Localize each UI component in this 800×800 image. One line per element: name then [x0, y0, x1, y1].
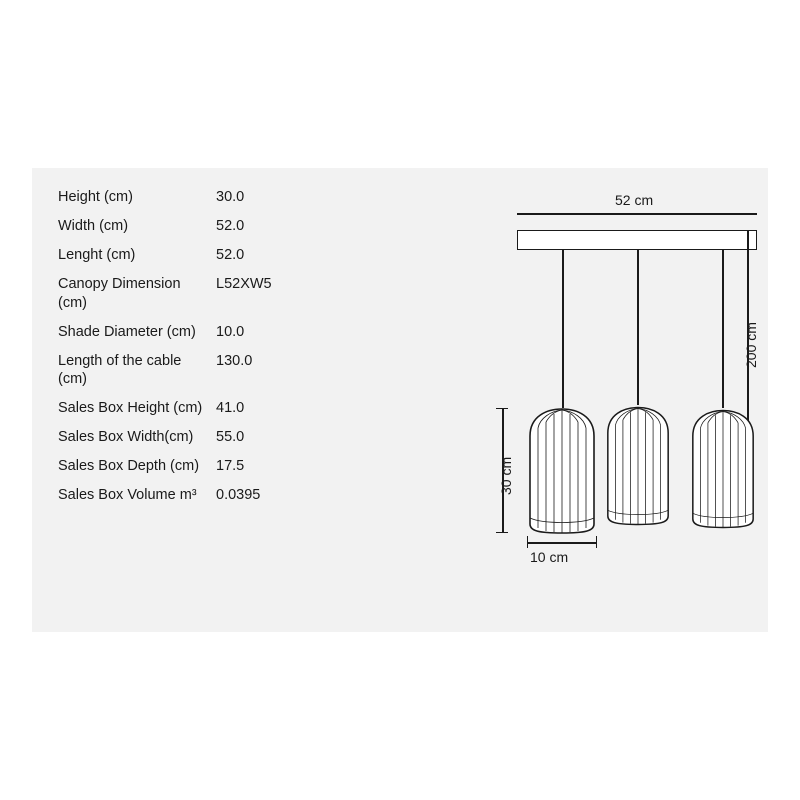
shade-width-dimension-line	[527, 542, 597, 544]
table-row	[58, 486, 358, 504]
table-row	[58, 352, 358, 388]
table-row	[58, 217, 358, 235]
spec-value: 41.0	[216, 400, 245, 416]
spec-label: Shade Diameter (cm)	[58, 323, 196, 340]
shade-outline-center	[605, 403, 671, 529]
pendant-cord-left	[562, 250, 564, 408]
total-height-dimension-label: 200 cm	[743, 322, 759, 368]
shade-height-tick-bottom	[496, 532, 508, 533]
spec-value: 52.0	[216, 247, 245, 264]
spec-value: L52XW5	[216, 276, 272, 293]
table-row	[58, 188, 358, 206]
spec-label: Sales Box Depth (cm)	[58, 458, 200, 475]
specification-table	[58, 188, 358, 516]
spec-value: 30.0	[216, 189, 245, 205]
shade-height-dimension-label: 30 cm	[498, 456, 514, 495]
spec-value: 52.0	[216, 218, 245, 235]
table-row	[58, 428, 358, 446]
canopy-bar	[517, 230, 757, 250]
spec-label: Canopy Dimension (cm)	[58, 276, 181, 311]
technical-drawing	[442, 168, 768, 632]
spec-label: Sales Box Height (cm)	[58, 400, 203, 416]
spec-value: 130.0	[216, 352, 253, 369]
spec-label: Width (cm)	[58, 218, 129, 235]
table-row	[58, 275, 358, 311]
pendant-shade-center	[605, 403, 671, 529]
spec-label: Lenght (cm)	[58, 247, 136, 264]
spec-label: Sales Box Width(cm)	[58, 429, 194, 446]
pendant-cord-center	[637, 250, 639, 405]
top-width-dimension-label: 52 cm	[615, 192, 654, 208]
spec-label: Sales Box Volume m³	[58, 487, 197, 504]
pendant-shade-right	[690, 406, 756, 532]
table-row	[58, 399, 358, 417]
product-spec-sheet	[32, 168, 768, 632]
shade-outline-right	[690, 406, 756, 532]
spec-value: 0.0395	[216, 487, 261, 504]
pendant-cord-right	[722, 250, 724, 408]
shade-width-tick-left	[527, 536, 528, 548]
spec-value: 17.5	[216, 458, 245, 475]
spec-label: Height (cm)	[58, 189, 133, 205]
table-row	[58, 246, 358, 264]
spec-label: Length of the cable (cm)	[58, 352, 182, 387]
shade-outline-left	[527, 406, 597, 536]
spec-value: 10.0	[216, 323, 245, 340]
shade-width-tick-right	[596, 536, 597, 548]
table-row	[58, 323, 358, 341]
shade-width-dimension-label: 10 cm	[530, 549, 569, 565]
shade-height-tick-top	[496, 408, 508, 409]
top-dimension-line	[517, 213, 757, 215]
pendant-shade-left	[527, 406, 597, 536]
spec-value: 55.0	[216, 429, 245, 446]
table-row	[58, 457, 358, 475]
